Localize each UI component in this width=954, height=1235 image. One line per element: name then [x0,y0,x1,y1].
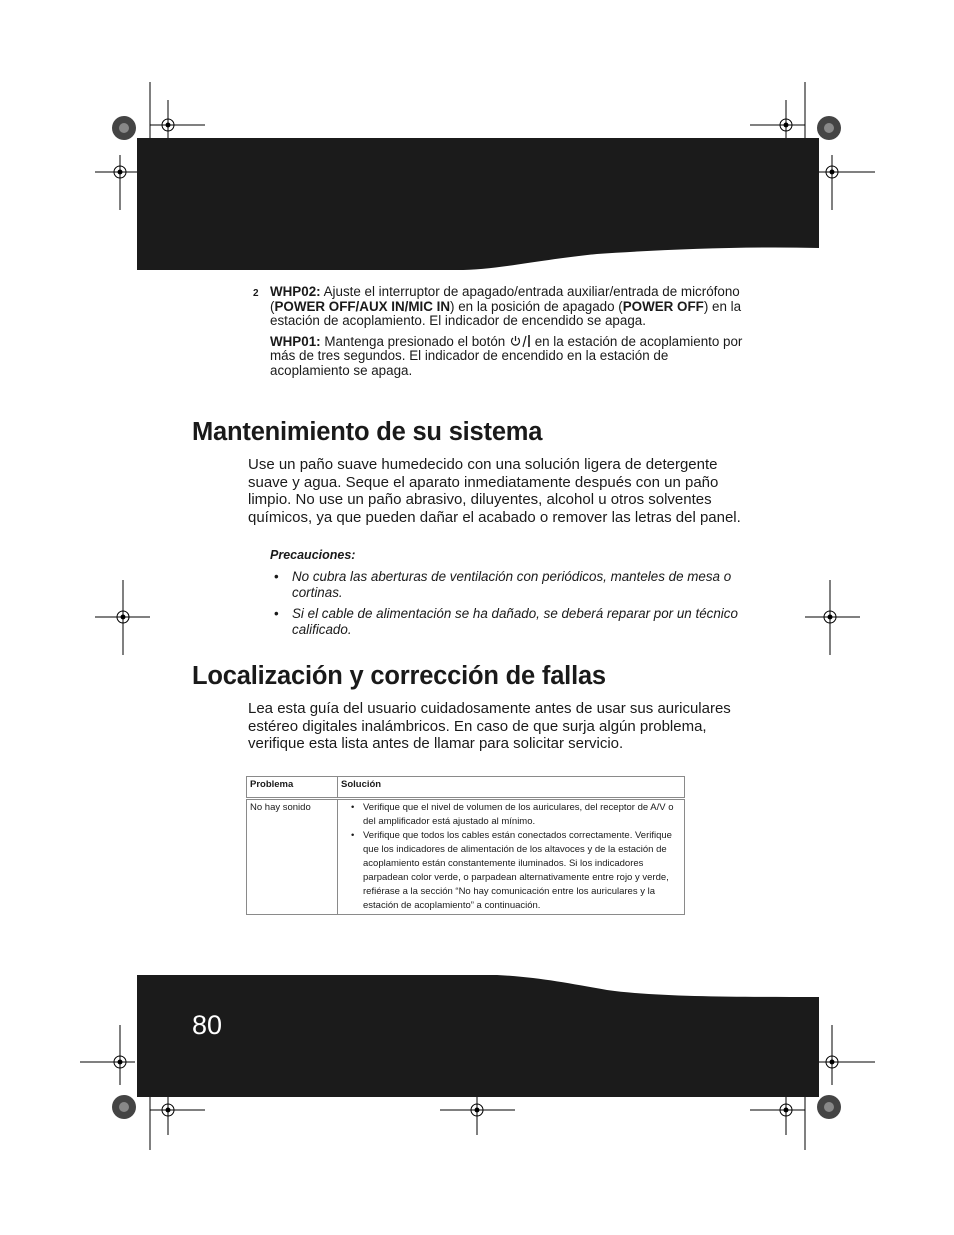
header-band [137,138,819,270]
troubleshooting-paragraph: Lea esta guía del usuario cuidadosamente antes de usar sus auriculares estéreo digitales inalámbricos. En caso de que surja algún problema, verifique esta lista antes de llamar para solicitar servicio. [248,700,731,753]
step-2 [270,285,745,383]
list-item: • Verifique que el nivel de volumen de los auriculares, del receptor de A/V o del amplificador está ajustado al mínimo. [351,802,674,827]
cautions-list [270,569,740,643]
caution-text: Si el cable de alimentación se ha dañado, se deberá reparar por un técnico calificado. [292,606,738,637]
column-header-solution: Solución [338,777,685,799]
maintenance-paragraph: Use un paño suave humedecido con una solución ligera de detergente suave y agua. Seque el aparato inmediatamente después con un paño limpio. No use un paño abrasivo, diluyentes, alcohol u otros solventes químicos, ya que pueden dañar el acabado o remover las letras del panel. [248,456,741,526]
solution-text: Verifique que el nivel de volumen de los auriculares, del receptor de A/V o del amplificador está ajustado al mínimo. [363,802,674,827]
whp01-text: Mantenga presionado el botón [320,333,509,349]
cautions-title: Precauciones: [270,548,356,562]
list-item: • Verifique que todos los cables están conectados correctamente. Verifique que los indicadores de alimentación de los altavoces y de la estación de acoplamiento están constantemente iluminados. Si los indicadores parpadean color verde, o parpadean alternativamente entre rojo y verde, refiérase a la sección “No hay comunicación entre los auriculares y la estación de acoplamiento” a continuación. [351,830,672,911]
solution-cell [338,799,685,915]
solution-text: Verifique que todos los cables están conectados correctamente. Verifique que los indicadores de alimentación de los altavoces y de la estación de acoplamiento están constantemente iluminados. Si los indicadores parpadean color verde, o parpadean alternativamente entre rojo y verde, refiérase a la sección “No hay comunicación entre los auriculares y la estación de acoplamiento” a continuación. [363,830,672,911]
problem-cell: No hay sonido [247,799,338,915]
starburst-target-top-left [112,116,136,140]
power-icon [509,334,531,349]
whp01-paragraph [270,334,745,379]
table-header-row [247,777,685,799]
whp01-text: en la estación de acoplamiento por más de tres segundos. El indicador de encendido en la estación de acoplamiento se apaga. [270,333,743,378]
troubleshooting-table [246,776,685,915]
switch-label: POWER OFF/AUX IN/MIC IN [274,298,451,314]
caution-text: No cubra las aberturas de ventilación con periódicos, manteles de mesa o cortinas. [292,569,732,600]
whp02-text: ) en la posición de apagado ( [450,298,623,314]
list-item: • No cubra las aberturas de ventilación con periódicos, manteles de mesa o cortinas. [274,569,732,600]
whp02-paragraph [270,285,745,329]
power-off-label: POWER OFF [622,298,704,314]
whp02-label: WHP02: [270,284,321,299]
maintenance-heading: Mantenimiento de su sistema [192,418,543,446]
list-item: • Si el cable de alimentación se ha dañado, se deberá reparar por un técnico calificado. [274,606,738,637]
whp02-text: Ajuste el interruptor de apagado/entrada auxiliar/entrada de micrófono ( [270,284,740,314]
column-header-problem: Problema [247,777,338,799]
step-number: 2 [253,288,259,299]
whp01-label: WHP01: [270,333,321,349]
whp02-text: ) en la estación de acoplamiento. El indicador de encendido se apaga. [270,298,742,328]
starburst-target-bottom-right [817,1095,841,1119]
page-number: 80 [192,1010,223,1040]
troubleshooting-heading: Localización y corrección de fallas [192,662,606,690]
table-row [247,799,685,915]
starburst-target-bottom-left [112,1095,136,1119]
footer-band [137,975,819,1097]
starburst-target-top-right [817,116,841,140]
solution-list [341,801,681,913]
